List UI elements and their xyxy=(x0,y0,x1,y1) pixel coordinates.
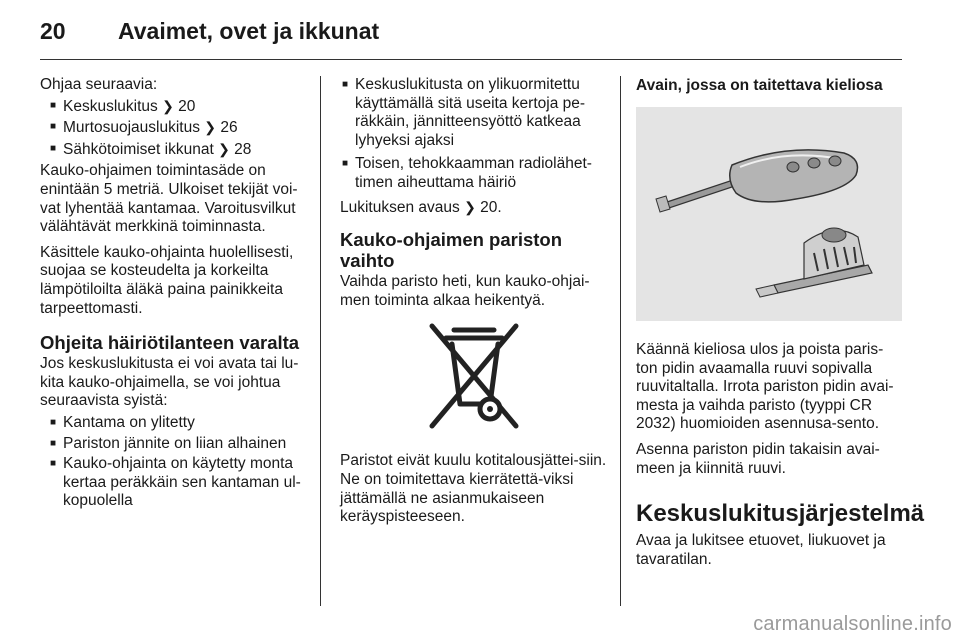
battery-paragraph: Vaihda paristo heti, kun kauko-ohjai-men toiminta alkaa heikentyä. xyxy=(340,273,590,309)
central-locking-paragraph: Avaa ja lukitsee etuovet, liukuovet ja tavaratilan. xyxy=(636,532,886,568)
square-bullet-icon: ■ xyxy=(342,158,349,170)
square-bullet-icon: ■ xyxy=(50,458,57,470)
watermark: carmanualsonline.info xyxy=(753,613,952,635)
page-reference-arrow-icon: ❯ xyxy=(464,198,476,215)
square-bullet-icon: ■ xyxy=(50,142,57,154)
care-paragraph: Käsittele kauko-ohjainta huolellisesti, suojaa se kosteudelta ja korkeilta lämpötiloilta äläkä paina painikkeita tarpeettomasti. xyxy=(40,243,294,317)
list-item: ■ Keskuslukitus ❯ 20 xyxy=(50,97,196,115)
square-bullet-icon: ■ xyxy=(342,79,349,90)
controls-list xyxy=(40,97,308,160)
unlock-reference: Lukituksen avaus ❯ 20. xyxy=(340,198,502,216)
column-divider xyxy=(620,76,621,606)
column-2 xyxy=(340,76,608,534)
list-item: ■ Keskuslukitusta on ylikuormitettu käyttämällä sitä useita kertoja pe-räkkäin, jännitteensyöttö katkeaa lyhyeksi ajaksi xyxy=(342,76,586,149)
square-bullet-icon: ■ xyxy=(50,99,57,111)
page-reference-arrow-icon: ❯ xyxy=(218,140,230,157)
page-number: 20 xyxy=(40,18,66,44)
crossed-out-wheelie-bin-icon xyxy=(424,322,524,432)
list-item: ■ Toisen, tehokkaamman radiolähet-timen aiheuttama häiriö xyxy=(342,155,592,191)
page-reference-arrow-icon: ❯ xyxy=(204,119,217,136)
square-bullet-icon: ■ xyxy=(50,437,57,449)
list-item: ■ Murtosuojauslukitus ❯ 26 xyxy=(50,119,238,137)
section-heading-large: Keskuslukitusjärjestelmä xyxy=(636,500,925,528)
section-heading: Kauko-ohjaimen pariston vaihto xyxy=(340,229,563,272)
page-reference-arrow-icon: ❯ xyxy=(162,97,174,114)
page-ref-link[interactable]: 28 xyxy=(234,140,252,158)
page-ref-link[interactable]: 26 xyxy=(220,119,238,137)
header-rule xyxy=(40,59,902,60)
subheading: Avain, jossa on taitettava kieliosa xyxy=(636,77,883,94)
causes-list xyxy=(40,414,308,511)
column-1 xyxy=(40,76,308,513)
column-divider xyxy=(320,76,321,606)
square-bullet-icon: ■ xyxy=(50,416,57,428)
column-3 xyxy=(636,76,925,576)
list-item: ■ Kantama on ylitetty xyxy=(50,413,195,431)
list-item: ■ Pariston jännite on liian alhainen xyxy=(50,434,287,452)
square-bullet-icon: ■ xyxy=(50,121,57,133)
list-item: ■ Sähkötoimiset ikkunat ❯ 28 xyxy=(50,140,252,158)
page-ref-link[interactable]: 20 xyxy=(178,97,196,115)
page-ref-link[interactable]: 20. xyxy=(480,198,502,216)
causes-list-continued xyxy=(340,76,608,193)
instruction-paragraph: Käännä kieliosa ulos ja poista paris-ton pidin avaamalla ruuvi sopivalla ruuvitaltalla. Irrota pariston pidin avai-mesta ja vaihda paristo (tyyppi CR 2032) huomioiden asennusa-sento. xyxy=(636,341,894,433)
fault-paragraph: Jos keskuslukitusta ei voi avata tai lu-kita kauko-ohjaimella, se voi johtua seuraavista syistä: xyxy=(40,355,299,410)
intro-text: Ohjaa seuraavia: xyxy=(40,76,158,93)
list-item: ■ Kauko-ohjainta on käytetty monta kertaa peräkkäin sen kantaman ul-kopuolella xyxy=(50,455,301,510)
section-heading: Ohjeita häiriötilanteen varalta xyxy=(40,332,300,354)
recycling-paragraph: Paristot eivät kuulu kotitalousjättei-siin. Ne on toimitettava kierrätettä-viksi jättämällä ne asianmukaiseen keräyspisteeseen. xyxy=(340,452,607,526)
page-header xyxy=(40,18,900,48)
folding-key-illustration xyxy=(636,107,902,321)
reinstall-paragraph: Asenna pariston pidin takaisin avai-meen ja kiinnitä ruuvi. xyxy=(636,440,880,477)
page-title: Avaimet, ovet ja ikkunat xyxy=(118,18,380,44)
range-paragraph: Kauko-ohjaimen toimintasäde on enintään 5 metriä. Ulkoiset tekijät voi-vat lyhentää kantamaa. Varoitusvilkut välähtävät merkkinä toiminnasta. xyxy=(40,162,298,236)
